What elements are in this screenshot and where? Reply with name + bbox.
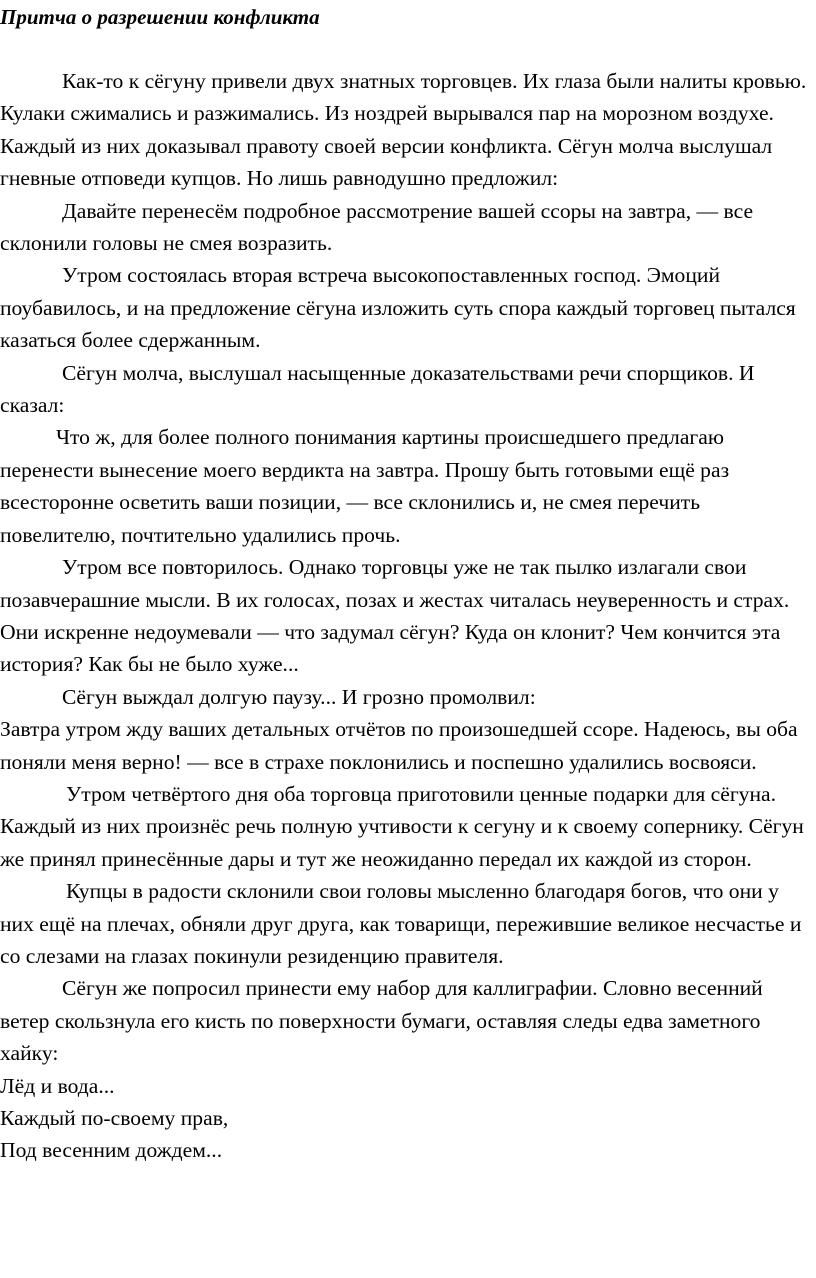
paragraph-4: Сёгун молча, выслушал насыщенные доказательствами речи спорщиков. И сказал: [0,360,755,418]
document-title: Притча о разрешении конфликта [0,5,320,29]
haiku-line-2: Каждый по-своему прав, [0,1106,229,1130]
haiku-line-1: Лёд и вода... [0,1073,115,1098]
document-body [0,65,812,1167]
paragraph-7: Сёгун выждал долгую паузу... И грозно промолвил: [62,684,536,709]
paragraph-8: Завтра утром жду ваших детальных отчётов по произошедшей ссоре. Надеюсь, вы оба поняли меня верно! — все в страхе поклонились и поспешно удалились восвояси. [0,717,798,774]
paragraph-11: Сёгун же попросил принести ему набор для каллиграфии. Словно весенний ветер скользнула его кисть по поверхности бумаги, оставляя следы едва заметного хайку: [0,976,763,1066]
paragraph-5: Что ж, для более полного понимания картины происшедшего предлагаю перенести вынесение моего вердикта на завтра. Прошу быть готовыми ещё раз всесторонне осветить ваши позиции, — все склонились и, не смея перечить повелителю, почтительно удалились прочь. [0,425,730,547]
paragraph-10: Купцы в радости склонили свои головы мысленно благодаря богов, что они у них ещё на плечах, обняли друг друга, как товарищи, пережившие великое несчастье и со слезами на глазах покинули резиденцию правителя. [0,879,802,968]
paragraph-3: Утром состоялась вторая встреча высокопоставленных господ. Эмоций поубавилось, и на предложение сёгуна изложить суть спора каждый торговец пытался казаться более сдержанным. [0,263,796,353]
paragraph-9: Утром четвёртого дня оба торговца приготовили ценные подарки для сёгуна. Каждый из них произнёс речь полную учтивости к сегуну и к своему сопернику. Сёгун же принял принесённые дары и тут же неожиданно передал их каждой из сторон. [0,781,804,871]
paragraph-6: Утром все повторилось. Однако торговцы уже не так пылко излагали свои позавчерашние мысли. В их голосах, позах и жестах читалась неуверенность и страх. Они искренне недоумевали — что задумал сёгун? Куда он клонит? Чем кончится эта история? Как бы не было хуже... [0,555,790,677]
paragraph-1: Как-то к сёгуну привели двух знатных торговцев. Их глаза были налиты кровью. Кулаки сжимались и разжимались. Из ноздрей вырывался пар на морозном воздухе. Каждый из них доказывал правоту своей версии конфликта. Сёгун молча выслушал гневные отповеди купцов. Но лишь равнодушно предложил: [0,69,807,191]
haiku-line-3: Под весенним дождем... [0,1138,223,1163]
paragraph-2: Давайте перенесём подробное рассмотрение вашей ссоры на завтра, — все склонили головы не смея возразить. [0,198,754,256]
